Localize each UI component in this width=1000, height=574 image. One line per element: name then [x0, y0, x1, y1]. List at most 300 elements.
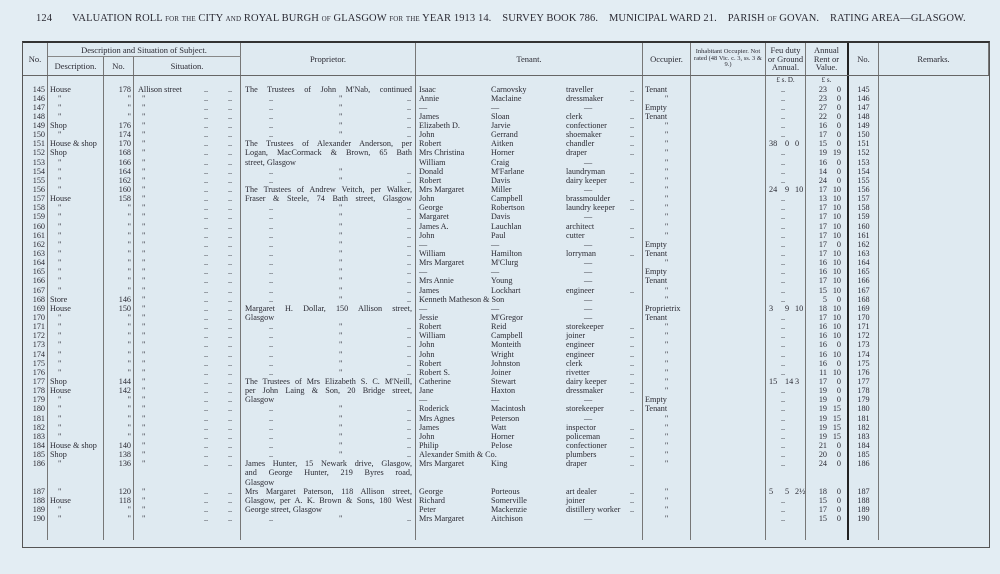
leader-dots: .. [407, 440, 412, 450]
leader-dots: .. [228, 84, 233, 94]
occupier: " [664, 358, 669, 368]
tenant-occupation: art dealer [566, 486, 597, 496]
tenant-first-name: Richard [419, 495, 445, 505]
page-title [36, 13, 966, 24]
leader-dots: .. [630, 340, 635, 350]
rent-pounds: 22 [818, 111, 827, 121]
proprietor-line: Glasgow, per A. K. Brown & Sons, 180 West [245, 495, 412, 505]
rent-pounds: 11 [819, 367, 827, 377]
leader-dots: .. [228, 175, 233, 185]
leader-dots: .. [228, 130, 233, 140]
remarks-cell [879, 331, 989, 340]
leader-dots: .. [269, 93, 274, 103]
rent-pounds: 23 [818, 93, 827, 103]
proprietor-ditto: " [339, 249, 343, 259]
row-number: 187 [32, 486, 45, 496]
situation-ditto: " [142, 148, 146, 158]
situation-ditto: " [142, 386, 146, 396]
inhabitant-cell [691, 304, 766, 313]
leader-dots: .. [204, 166, 209, 176]
remarks-cell [879, 395, 989, 404]
house-number: " [127, 221, 131, 231]
leader-dots: .. [204, 111, 209, 121]
row-number: 183 [32, 431, 45, 441]
house-number: " [127, 514, 131, 524]
inhabitant-cell [691, 514, 766, 523]
tenant-surname: Campbell [491, 331, 523, 341]
proprietor-line: James Hunter, 15 Newark drive, Glasgow, [245, 459, 412, 469]
leader-dots: .. [269, 294, 274, 304]
remarks-cell [879, 295, 989, 304]
leader-dots: .. [781, 148, 786, 158]
proprietor-ditto: " [339, 285, 343, 295]
leader-dots: .. [407, 422, 412, 432]
proprietor-ditto: " [339, 166, 343, 176]
proprietor-line: Logan, MacCormack & Brown, 65 Bath [245, 148, 412, 158]
proprietor-ditto: " [339, 203, 343, 213]
leader-dots: .. [228, 212, 233, 222]
table-row [23, 121, 989, 130]
leader-dots: .. [781, 249, 786, 259]
row-number-right: 173 [857, 340, 870, 350]
leader-dots: .. [228, 413, 233, 423]
feu-pounds: 38 [769, 139, 778, 149]
rent-shillings: 10 [832, 258, 841, 268]
tenant-surname: Aitchison [491, 514, 523, 524]
leader-dots: .. [630, 504, 635, 514]
description-ditto: " [58, 404, 62, 414]
situation-ditto: " [142, 285, 146, 295]
occupier: " [664, 331, 669, 341]
proprietor-ditto: " [339, 413, 343, 423]
rent-pounds: 17 [818, 212, 827, 222]
occupier: Empty [645, 267, 667, 277]
tenant-occupation: — [584, 294, 593, 304]
description-ditto: " [58, 276, 62, 286]
leader-dots: .. [228, 276, 233, 286]
table-row [23, 295, 989, 304]
rent-pounds: 16 [818, 258, 827, 268]
remarks-cell [879, 185, 989, 194]
situation-ditto: " [142, 358, 146, 368]
header-no: No. [23, 43, 48, 75]
table-row [23, 395, 989, 404]
situation-ditto: " [142, 422, 146, 432]
row-number-right: 180 [857, 404, 870, 414]
tenant-occupation: engineer [566, 349, 595, 359]
title-text: VALUATION ROLL for the CITY and ROYAL BURGH of GLASGOW for the YEAR 1913 14. SURVEY BOOK 786. MUNICIPAL WARD 21. PARISH of GOVAN. RATING AREA—GLASGOW. [72, 13, 966, 24]
leader-dots: .. [269, 431, 274, 441]
row-number: 154 [32, 166, 45, 176]
leader-dots: .. [407, 276, 412, 286]
remarks-cell [879, 423, 989, 432]
rent-pounds: 20 [818, 450, 827, 460]
tenant-occupation: — [584, 276, 593, 286]
tenant-surname: Macintosh [491, 404, 526, 414]
table-row [23, 432, 989, 441]
inhabitant-cell [691, 505, 766, 514]
row-number-right: 159 [857, 212, 870, 222]
tenant-surname: M'Farlane [491, 166, 525, 176]
house-number: " [127, 340, 131, 350]
row-number-right: 172 [857, 331, 870, 341]
tenant-occupation: laundryman [566, 166, 606, 176]
tenant-first-name: George [419, 486, 443, 496]
leader-dots: .. [228, 303, 233, 313]
leader-dots: .. [269, 258, 274, 268]
proprietor-line: Glasgow [245, 477, 275, 487]
proprietor-ditto: " [339, 93, 343, 103]
tenant-surname: Davis [491, 175, 511, 185]
leader-dots: .. [269, 166, 274, 176]
inhabitant-cell [691, 148, 766, 157]
tenant-first-name: Roderick [419, 404, 450, 414]
rent-pounds: 16 [818, 340, 827, 350]
table-row [23, 404, 989, 413]
description-ditto: " [58, 166, 62, 176]
leader-dots: .. [204, 377, 209, 386]
row-number-right: 158 [857, 203, 870, 213]
description-ditto: " [58, 395, 62, 405]
row-number: 164 [32, 258, 45, 268]
leader-dots: .. [630, 121, 635, 131]
row-number: 180 [32, 404, 45, 414]
occupier: " [664, 495, 669, 505]
proprietor-ditto: " [339, 340, 343, 350]
occupier: " [664, 166, 669, 176]
tenant-occupation: shoemaker [566, 130, 602, 140]
leader-dots: .. [781, 294, 786, 304]
feu-shillings: 5 [785, 486, 790, 496]
proprietor-ditto: " [339, 111, 343, 121]
house-number: " [127, 322, 131, 332]
proprietor-ditto: " [339, 322, 343, 332]
proprietor-ditto: " [339, 102, 343, 112]
leader-dots: .. [407, 450, 412, 460]
tenant-surname: Stewart [491, 377, 517, 386]
leader-dots: .. [204, 367, 209, 377]
row-number-right: 170 [857, 313, 870, 323]
leader-dots: .. [407, 340, 412, 350]
tenant-first-name: John [419, 194, 435, 204]
table-body [23, 76, 989, 540]
row-number: 145 [32, 84, 45, 94]
house-number: 118 [119, 495, 131, 505]
tenant-first-name: Peter [419, 504, 436, 514]
leader-dots: .. [630, 285, 635, 295]
leader-dots: .. [204, 450, 209, 460]
row-number-right: 165 [857, 267, 870, 277]
description-ditto: " [58, 130, 62, 140]
situation-ditto: " [142, 111, 146, 121]
row-number-right: 171 [857, 322, 870, 332]
house-number: " [127, 285, 131, 295]
leader-dots: .. [781, 358, 786, 368]
leader-dots: .. [781, 495, 786, 505]
rent-shillings: 0 [836, 377, 841, 386]
description-ditto: " [58, 258, 62, 268]
leader-dots: .. [781, 431, 786, 441]
proprietor-line: per John Laing & Son, 20 Bridge street, [245, 386, 412, 396]
remarks-cell [879, 203, 989, 212]
rent-pounds: 17 [818, 377, 827, 386]
occupier: " [664, 121, 669, 131]
leader-dots: .. [407, 239, 412, 249]
occupier: " [664, 258, 669, 268]
row-number-right: 147 [857, 102, 870, 112]
leader-dots: .. [781, 504, 786, 514]
tenant-occupation: clerk [566, 358, 583, 368]
tenant-occupation: draper [566, 459, 587, 469]
house-number: 162 [118, 175, 131, 185]
description-ditto: " [58, 93, 62, 103]
situation-ditto: " [142, 102, 146, 112]
inhabitant-cell [691, 350, 766, 359]
remarks-cell [879, 441, 989, 450]
tenant-occupation: lorryman [566, 249, 597, 259]
leader-dots: .. [781, 102, 786, 112]
tenant-first-name: Catherine [419, 377, 451, 386]
leader-dots: .. [407, 249, 412, 259]
leader-dots: .. [204, 102, 209, 112]
house-number: " [127, 111, 131, 121]
row-number-right: 163 [857, 249, 870, 259]
rent-pounds: 19 [818, 422, 827, 432]
leader-dots: .. [407, 431, 412, 441]
table-row [23, 231, 989, 240]
leader-dots: .. [781, 285, 786, 295]
leader-dots: .. [228, 230, 233, 240]
proprietor-ditto: " [339, 212, 343, 222]
leader-dots: .. [228, 450, 233, 460]
leader-dots: .. [630, 130, 635, 140]
leader-dots: .. [407, 413, 412, 423]
leader-dots: .. [407, 367, 412, 377]
occupier: Tenant [645, 84, 668, 94]
rent-shillings: 0 [836, 486, 841, 496]
rent-pounds: 23 [818, 84, 827, 94]
units-row [23, 76, 989, 85]
tenant-surname: — [491, 303, 500, 313]
leader-dots: .. [407, 102, 412, 112]
description: House [50, 84, 71, 94]
inhabitant-cell [691, 94, 766, 103]
tenant-occupation: joiner [566, 495, 586, 505]
leader-dots: .. [204, 175, 209, 185]
leader-dots: .. [269, 239, 274, 249]
leader-dots: .. [781, 111, 786, 121]
situation-ditto: " [142, 294, 146, 304]
header-situation: Situation. [134, 43, 241, 75]
feu-pence: 10 [795, 303, 804, 313]
rent-pounds: 13 [818, 194, 827, 204]
tenant-occupation: — [584, 157, 593, 167]
remarks-cell [879, 450, 989, 459]
inhabitant-cell [691, 414, 766, 423]
inhabitant-cell [691, 167, 766, 176]
leader-dots: .. [630, 84, 635, 94]
inhabitant-cell [691, 231, 766, 240]
house-number: " [127, 331, 131, 341]
house-number: 146 [118, 294, 131, 304]
leader-dots: .. [269, 212, 274, 222]
leader-dots: .. [630, 495, 635, 505]
proprietor-line: The Trustees of Alexander Anderson, per [245, 139, 412, 149]
inhabitant-cell [691, 450, 766, 459]
tenant-surname: Carnovsky [491, 84, 527, 94]
row-number: 178 [32, 386, 45, 396]
leader-dots: .. [204, 349, 209, 359]
tenant-occupation: clerk [566, 111, 583, 121]
table-row [23, 331, 989, 340]
leader-dots: .. [269, 102, 274, 112]
proprietor-ditto: " [339, 367, 343, 377]
table-row [23, 505, 989, 514]
occupier: " [664, 230, 669, 240]
situation-ditto: " [142, 203, 146, 213]
proprietor-ditto: " [339, 431, 343, 441]
proprietor-line: The Trustees of Andrew Veitch, per Walker, [245, 185, 412, 195]
row-number: 148 [32, 111, 45, 121]
situation-ditto: " [142, 267, 146, 277]
tenant-occupation: confectioner [566, 440, 607, 450]
row-number: 171 [32, 322, 45, 332]
rent-shillings: 15 [832, 431, 841, 441]
situation-ditto: " [142, 157, 146, 167]
situation-ditto: " [142, 504, 146, 514]
description-ditto: " [58, 349, 62, 359]
leader-dots: .. [630, 93, 635, 103]
rent-shillings: 0 [836, 93, 841, 103]
occupier: " [664, 422, 669, 432]
remarks-cell [879, 359, 989, 368]
rent-pounds: 19 [818, 386, 827, 396]
feu-shillings: 14 [785, 377, 794, 386]
leader-dots: .. [630, 459, 635, 469]
tenant-surname: Lauchlan [491, 221, 522, 231]
proprietor-line: Glasgow [245, 395, 275, 405]
leader-dots: .. [781, 340, 786, 350]
row-number: 149 [32, 121, 45, 131]
situation-ditto: " [142, 175, 146, 185]
house-number: " [127, 258, 131, 268]
leader-dots: .. [630, 111, 635, 121]
row-number: 184 [32, 440, 45, 450]
leader-dots: .. [407, 294, 412, 304]
table-row [23, 423, 989, 432]
tenant-first-name: Annie [419, 93, 440, 103]
row-number: 160 [32, 221, 45, 231]
table-row [23, 322, 989, 331]
description-ditto: " [58, 249, 62, 259]
inhabitant-cell [691, 432, 766, 441]
rent-shillings: 0 [836, 294, 841, 304]
header-remarks: Remarks. [879, 43, 989, 75]
header-description: Description. [48, 43, 104, 75]
feu-pence: 3 [795, 377, 800, 386]
leader-dots: .. [228, 194, 233, 204]
leader-dots: .. [228, 102, 233, 112]
tenant-occupation: architect [566, 221, 595, 231]
occupier: " [664, 294, 669, 304]
row-number-right: 161 [857, 230, 870, 240]
rent-shillings: 0 [836, 386, 841, 396]
proprietor-ditto: " [339, 422, 343, 432]
row-number: 168 [32, 294, 45, 304]
row-number-right: 175 [857, 358, 870, 368]
tenant-surname: Somerville [491, 495, 527, 505]
tenant-surname: M'Clurg [491, 258, 519, 268]
description-ditto: " [58, 212, 62, 222]
table-row [23, 185, 989, 194]
leader-dots: .. [228, 239, 233, 249]
description-ditto: " [58, 486, 62, 496]
inhabitant-cell [691, 103, 766, 112]
feu-pence: 10 [795, 185, 804, 195]
leader-dots: .. [781, 413, 786, 423]
occupier: " [664, 157, 669, 167]
house-number: " [127, 102, 131, 112]
inhabitant-cell [691, 194, 766, 203]
remarks-cell [879, 194, 989, 203]
house-number: 174 [118, 130, 131, 140]
leader-dots: .. [228, 377, 233, 386]
leader-dots: .. [630, 358, 635, 368]
inhabitant-cell [691, 112, 766, 121]
proprietor-ditto: " [339, 258, 343, 268]
leader-dots: .. [781, 166, 786, 176]
description-ditto: " [58, 340, 62, 350]
tenant-first-name: Jane [419, 386, 434, 396]
tenant-first-name: William [419, 249, 446, 259]
tenant-surname: Horner [491, 148, 515, 158]
remarks-cell [879, 240, 989, 249]
remarks-cell [879, 258, 989, 267]
description-ditto: " [58, 367, 62, 377]
leader-dots: .. [228, 267, 233, 277]
situation-ditto: " [142, 230, 146, 240]
rent-shillings: 10 [832, 303, 841, 313]
remarks-cell [879, 249, 989, 258]
leader-dots: .. [269, 413, 274, 423]
table-row [23, 267, 989, 276]
rent-pounds: 15 [818, 139, 827, 149]
house-number: 140 [118, 440, 131, 450]
header-inhabitant: Inhabitant Occupier. Not rated (48 Vic. c. 3, ss. 3 & 9.) [691, 43, 766, 75]
situation-ditto: " [142, 303, 146, 313]
leader-dots: .. [228, 157, 233, 167]
tenant-occupation: brassmoulder [566, 194, 611, 204]
tenant-occupation: policeman [566, 431, 601, 441]
leader-dots: .. [630, 431, 635, 441]
row-number: 181 [32, 413, 45, 423]
rent-shillings: 10 [832, 203, 841, 213]
remarks-cell [879, 94, 989, 103]
tenant-surname: Reid [491, 322, 507, 332]
situation-ditto: " [142, 440, 146, 450]
occupier: Proprietrix [645, 303, 681, 313]
remarks-cell [879, 304, 989, 313]
row-number: 147 [32, 102, 45, 112]
rent-pounds: 17 [818, 230, 827, 240]
leader-dots: .. [228, 93, 233, 103]
rent-pounds: 19 [818, 413, 827, 423]
house-number: " [127, 358, 131, 368]
situation-ditto: " [142, 139, 146, 149]
leader-dots: .. [407, 175, 412, 185]
proprietor-ditto: " [339, 175, 343, 185]
occupier: " [664, 203, 669, 213]
